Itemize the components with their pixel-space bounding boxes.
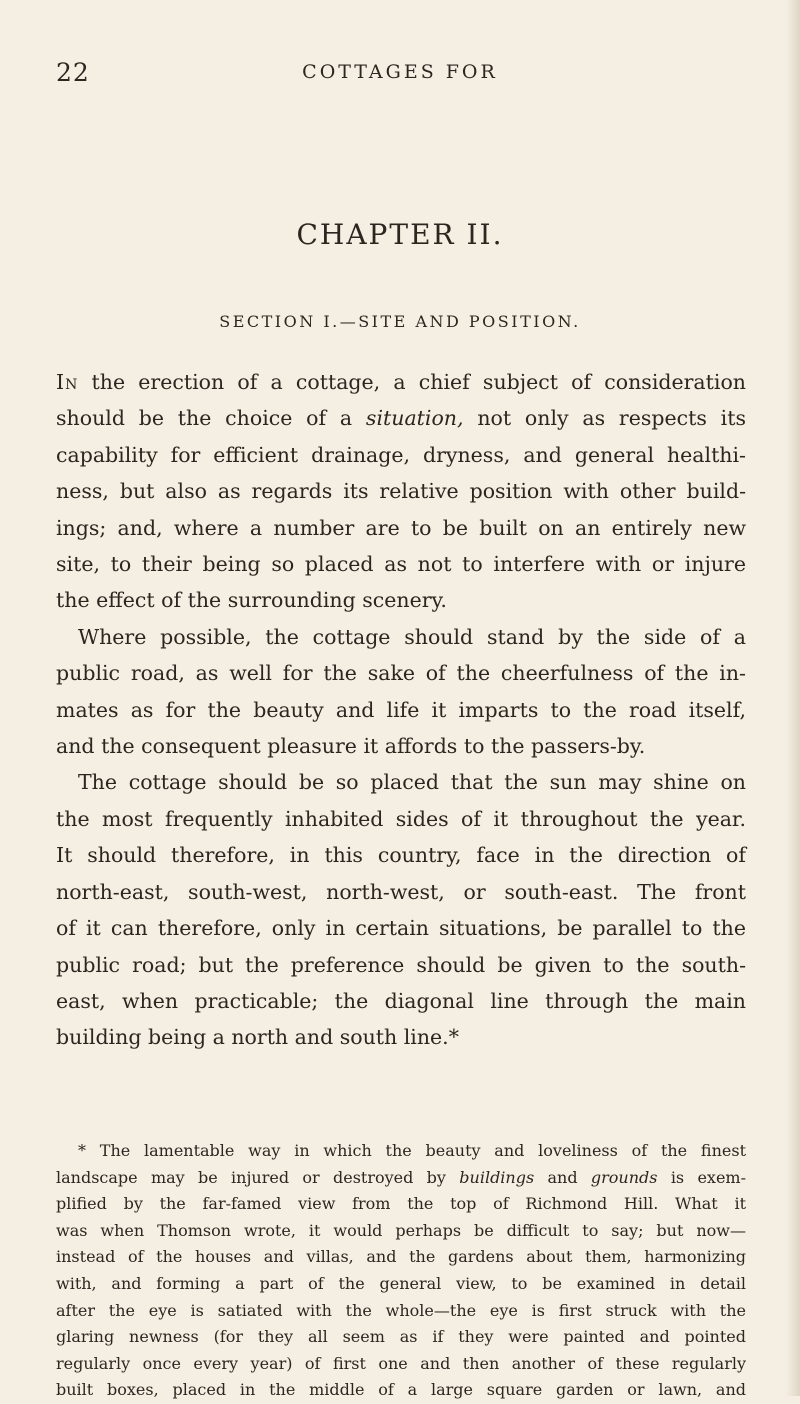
body-line: the most frequently inhabited sides of it throughout the year. — [56, 806, 746, 831]
body-line: mates as for the beauty and life it imparts to the road itself, — [56, 697, 746, 722]
emphasis: buildings — [459, 1167, 535, 1187]
body-line: Where possible, the cottage should stand by the side of a — [78, 624, 746, 649]
footnote-line: after the eye is satiated with the whole—the eye is first struck with the — [56, 1300, 746, 1320]
footnote — [56, 1138, 746, 1404]
footnote-line: built boxes, placed in the middle of a large square garden or lawn, and — [56, 1380, 746, 1400]
page-header — [56, 58, 744, 88]
body-line: It should therefore, in this country, face in the direction of — [56, 843, 746, 868]
page-number: 22 — [56, 58, 90, 87]
drop-word: In — [56, 370, 79, 394]
body-line: capability for efficient drainage, dryness, and general healthi- — [56, 442, 746, 467]
body-line: public road; but the preference should be given to the south- — [56, 952, 746, 977]
footnote-line: landscape may be injured or destroyed by buildings and grounds is exem- — [56, 1167, 746, 1187]
body-line: The cottage should be so placed that the sun may shine on — [78, 770, 746, 795]
body-line: the effect of the surrounding scenery. — [56, 588, 447, 613]
body-line: ness, but also as regards its relative position with other build- — [56, 479, 746, 504]
footnote-line: * The lamentable way in which the beauty and loveliness of the finest — [78, 1141, 746, 1160]
footnote-line: with, and forming a part of the general view, to be examined in detail — [56, 1273, 746, 1293]
footnote-line: glaring newness (for they all seem as if they were painted and pointed — [56, 1327, 746, 1347]
body-text — [56, 364, 746, 1056]
body-line: should be the choice of a situation, not only as respects its — [56, 406, 746, 431]
footnote-line: regularly once every year) of first one and then another of these regularly — [56, 1353, 746, 1373]
running-head: COTTAGES FOR — [302, 61, 498, 83]
body-line: site, to their being so placed as not to interfere with or injure — [56, 552, 746, 577]
footnote-line: was when Thomson wrote, it would perhaps be difficult to say; but now— — [56, 1220, 746, 1240]
emphasis: situation, — [365, 406, 464, 431]
body-line: building being a north and south line.* — [56, 1025, 459, 1050]
body-line: ings; and, where a number are to be built on an entirely new — [56, 515, 746, 540]
section-title: SECTION I.—SITE AND POSITION. — [219, 312, 581, 331]
footnote-line: instead of the houses and villas, and the gardens about them, harmonizing — [56, 1247, 746, 1267]
body-line: public road, as well for the sake of the cheerfulness of the in- — [56, 661, 746, 686]
body-line: and the consequent pleasure it affords to the passers-by. — [56, 734, 646, 759]
body-line: north-east, south-west, north-west, or south-east. The front — [56, 879, 746, 904]
emphasis: grounds — [590, 1167, 658, 1187]
body-line: In the erection of a cottage, a chief subject of consideration — [56, 370, 746, 394]
chapter-title: CHAPTER II. — [296, 218, 504, 251]
page-edge-shadow — [786, 0, 800, 1396]
body-line: east, when practicable; the diagonal line through the main — [56, 988, 746, 1013]
footnote-line: plified by the far-famed view from the top of Richmond Hill. What it — [56, 1194, 746, 1214]
body-line: of it can therefore, only in certain situations, be parallel to the — [56, 916, 746, 941]
